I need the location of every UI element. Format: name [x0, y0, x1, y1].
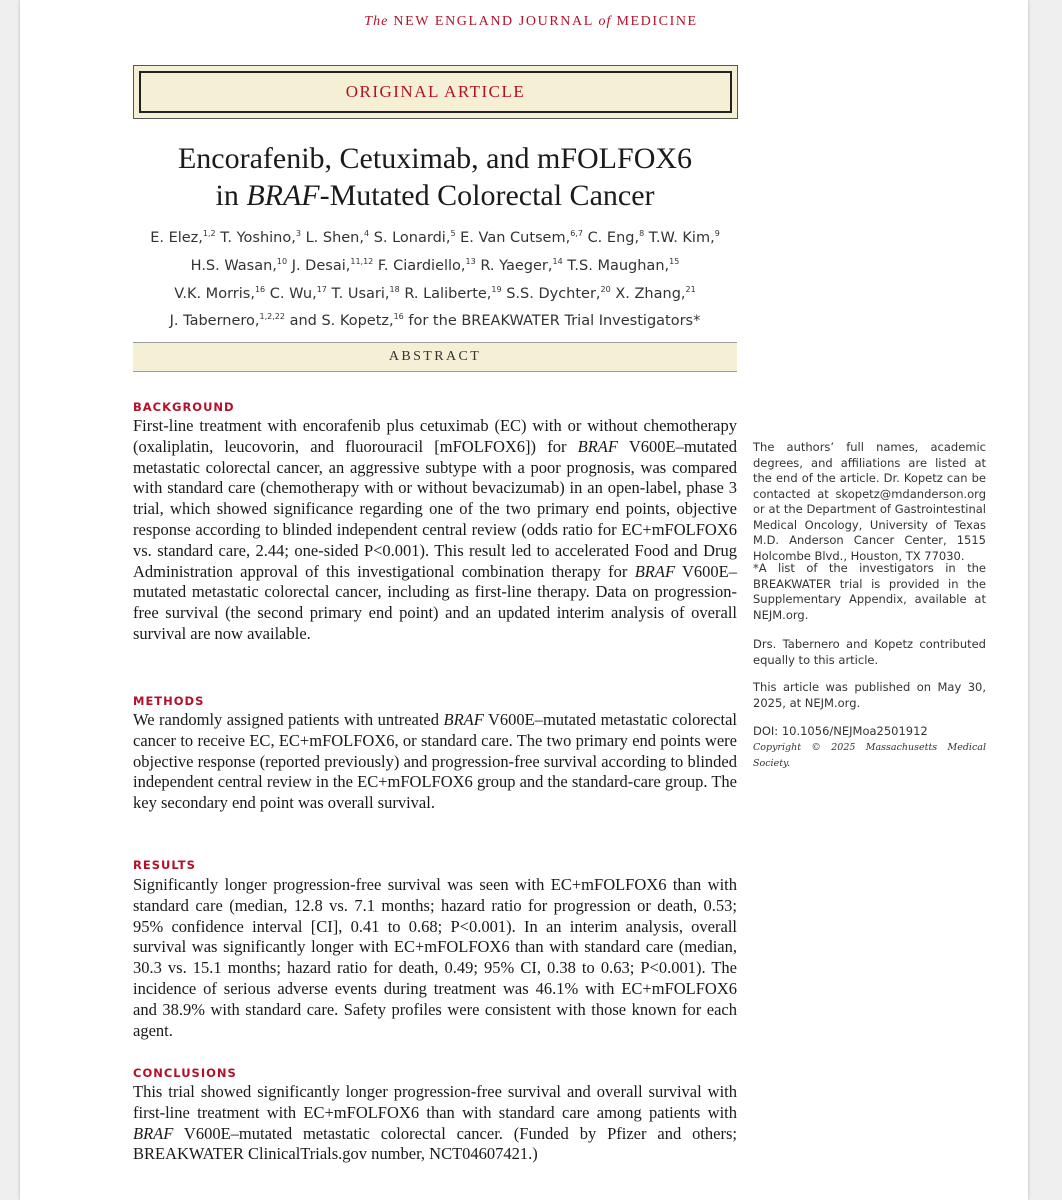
author-affiliation-number: 19 — [491, 284, 502, 294]
methods-gene: BRAF — [443, 710, 484, 729]
author-name: T.W. Kim, — [648, 229, 715, 246]
author-affiliation-number: 20 — [600, 284, 611, 294]
masthead-name-part2: MEDICINE — [616, 14, 698, 29]
author-name: S. Lonardi, — [373, 229, 451, 246]
article-type-banner — [133, 65, 738, 119]
author-name: and S. Kopetz, — [289, 313, 394, 330]
author-name: E. Van Cutsem, — [460, 229, 571, 246]
background-text-part1: First-line treatment with encorafenib plus cetuximab (EC) with or without chemotherapy (oxaliplatin, leucovorin, and fluorouracil [mFOLFOX6]) for — [133, 416, 737, 456]
author-affiliation-number: 11,12 — [350, 256, 374, 266]
author-affiliation-number: 16 — [254, 284, 266, 294]
conclusions-text — [133, 1082, 737, 1165]
author-name: R. Yaeger, — [480, 257, 553, 274]
investigators-note: *A list of the investigators in the BREAKWATER trial is provided in the Supplementary Appendix, available at NEJM.org. — [753, 561, 986, 622]
background-gene-1: BRAF — [577, 436, 618, 456]
title-line2-post: -Mutated Colorectal Cancer — [319, 179, 655, 212]
author-affiliation-number: 5 — [450, 229, 456, 238]
background-text-part2: V600E–mutated metastatic colorectal cancer, an aggressive subtype with a poor prognosis, was compared with standard care (chemotherapy with or without bevacizumab) in an open-label, phase 3 trial, which showed significance regarding one of the two primary end points, objective response according to blinded independent central review (odds ratio for EC+mFOLFOX6 vs. standard care, 2.44; one-sided P<0.001). This result led to accelerated Food and Drug Administration approval of this investigational combination therapy for — [133, 436, 737, 581]
results-text: Significantly longer progression-free survival was seen with EC+mFOLFOX6 than with standard care (median, 12.8 vs. 7.1 months; hazard ratio for progression or death, 0.53; 95% confidence interval [CI], 0.41 to 0.68; P<0.001). In an interim analysis, overall survival was significantly longer with EC+mFOLFOX6 than with standard care (median, 30.3 vs. 15.1 months; hazard ratio for death, 0.49; 95% CI, 0.38 to 0.63; P<0.001). The incidence of serious adverse events during treatment was 46.1% with EC+mFOLFOX6 and 38.9% with standard care. Safety profiles were consistent with those known for each agent. — [133, 875, 737, 1040]
conclusions-gene: BRAF — [133, 1123, 174, 1143]
publication-date-note: This article was published on May 30, 2025, at NEJM.org. — [753, 680, 986, 710]
title-gene-name: BRAF — [246, 179, 320, 212]
masthead-of: of — [598, 14, 612, 29]
author-name: J. Tabernero, — [169, 313, 260, 330]
title-line-1: Encorafenib, Cetuximab, and mFOLFOX6 — [177, 142, 693, 175]
author-affiliation-number: 13 — [465, 256, 476, 266]
doi-line: DOI: 10.1056/NEJMoa2501912 — [753, 724, 928, 738]
title-line2-pre: in — [215, 179, 247, 212]
author-affiliation-number: 1,2 — [202, 229, 216, 238]
author-name: R. Laliberte, — [404, 285, 492, 302]
author-affiliation-number: 14 — [552, 256, 563, 266]
journal-masthead — [0, 14, 1062, 30]
author-name: T. Usari, — [331, 285, 390, 302]
author-affiliation-number: 4 — [363, 229, 370, 238]
author-affiliation-number: 18 — [389, 284, 400, 294]
background-text-part3: V600E–mutated metastatic colorectal cancer, including as first-line therapy. Data on progression-free survival (the second primary end point) and an updated interim analysis of overall survival are now available. — [133, 561, 737, 643]
conclusions-text-part1: This trial showed significantly longer progression-free survival and overall survival with first-line treatment with EC+mFOLFOX6 than with standard care among patients with — [133, 1082, 737, 1122]
author-name: C. Eng, — [587, 229, 640, 246]
background-text — [133, 416, 737, 645]
author-affiliation-note: The authors’ full names, academic degrees, and affiliations are listed at the end of the article. Dr. Kopetz can be contacted at skopetz@mdanderson.org or at the Department of Gastrointestinal Medical Oncology, University of Texas M.D. Anderson Cancer Center, 1515 Holcombe Blvd., Houston, TX 77030. — [753, 440, 986, 563]
article-title — [90, 140, 780, 214]
author-affiliation-number: 9 — [714, 229, 720, 238]
author-name: C. Wu, — [269, 285, 317, 302]
methods-text — [133, 710, 737, 814]
author-affiliation-number: 6,7 — [570, 229, 583, 238]
author-name: X. Zhang, — [615, 285, 686, 302]
masthead-name-part1: NEW ENGLAND JOURNAL — [393, 14, 594, 29]
author-name: H.S. Wasan, — [190, 257, 277, 274]
author-name: L. Shen, — [305, 229, 364, 246]
author-name: V.K. Morris, — [174, 285, 255, 302]
author-name: S.S. Dychter, — [506, 285, 601, 302]
author-name: F. Ciardiello, — [377, 257, 466, 274]
title-line-2 — [90, 177, 780, 214]
author-affiliation-number: 15 — [669, 256, 680, 266]
author-name: T.S. Maughan, — [567, 257, 670, 274]
methods-text-part2: V600E–mutated metastatic colorectal cancer to receive EC, EC+mFOLFOX6, or standard care. The two primary end points were objective response (reported previously) and progression-free survival according to blinded independent central review in the EC+mFOLFOX6 group and the standard-care group. The key secondary end point was overall survival. — [133, 710, 737, 813]
background-gene-2: BRAF — [634, 561, 676, 581]
author-affiliation-number: 17 — [316, 284, 327, 294]
author-affiliation-number: 16 — [393, 312, 404, 322]
copyright-line: Copyright © 2025 Massachusetts Medical Society. — [753, 742, 986, 769]
author-affiliation-number: 10 — [276, 256, 288, 266]
methods-heading: METHODS — [133, 694, 205, 708]
results-heading: RESULTS — [133, 858, 196, 872]
article-type-label: ORIGINAL ARTICLE — [139, 71, 732, 113]
masthead-the: The — [364, 14, 389, 29]
background-heading: BACKGROUND — [133, 400, 235, 414]
methods-text-part1: We randomly assigned patients with untreated — [133, 710, 444, 729]
abstract-header: ABSTRACT — [133, 342, 737, 372]
author-list — [90, 222, 780, 333]
equal-contribution-note: Drs. Tabernero and Kopetz contributed equally to this article. — [753, 637, 986, 667]
author-name: E. Elez, — [150, 229, 203, 246]
author-affiliation-number: 3 — [295, 229, 301, 238]
author-name: T. Yoshino, — [220, 229, 296, 246]
author-name: for the BREAKWATER Trial Investigators* — [408, 313, 701, 330]
author-affiliation-number: 8 — [639, 229, 645, 238]
author-affiliation-number: 21 — [685, 284, 696, 294]
conclusions-heading: CONCLUSIONS — [133, 1066, 237, 1080]
author-affiliation-number: 1,2,22 — [259, 312, 285, 322]
conclusions-text-part2: V600E–mutated metastatic colorectal cancer. (Funded by Pfizer and others; BREAKWATER ClinicalTrials.gov number, NCT04607421.) — [133, 1123, 737, 1164]
author-name: J. Desai, — [291, 257, 351, 274]
